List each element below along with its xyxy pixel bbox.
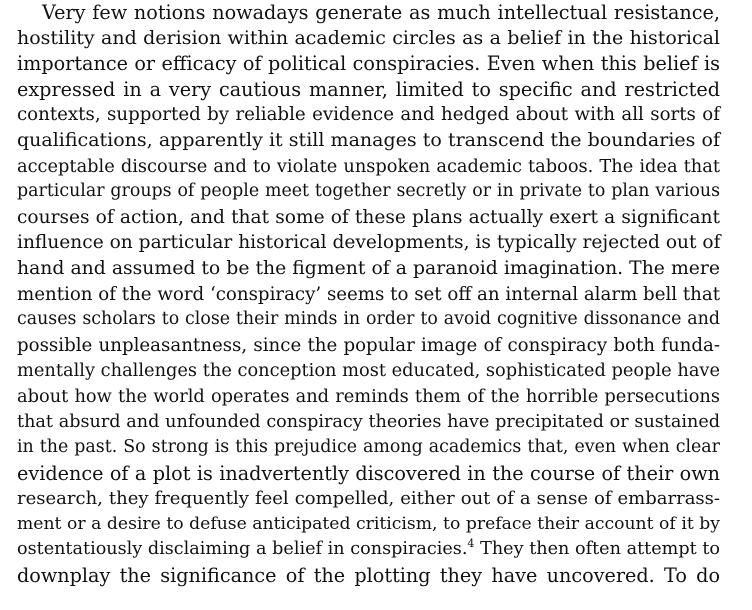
document-page <box>17 0 720 589</box>
text-line: importance or efficacy of political conspiracies. Even when this belief is <box>17 52 720 76</box>
text-line: mentally challenges the conception most educated, sophisticated people have <box>17 360 720 382</box>
text-line: influence on particular historical developments, is typically rejected out of <box>17 232 721 254</box>
text-segment: ostentatiously disclaiming a belief in conspiracies. <box>17 539 468 560</box>
text-line: courses of action, and that some of these plans actually exert a significant <box>17 206 720 228</box>
text-line: mention of the word ‘conspiracy’ seems to set off an internal alarm bell that <box>17 283 721 305</box>
text-segment: They then often attempt to <box>474 539 720 560</box>
text-line: expressed in a very cautious manner, limited to specific and restricted <box>17 77 720 101</box>
text-line: hostility and derision within academic circles as a belief in the historical <box>17 26 720 49</box>
text-line: contexts, supported by reliable evidence and hedged about with all sorts of <box>17 104 720 126</box>
text-line: particular groups of people meet together secretly or in private to plan various <box>17 181 720 202</box>
text-line: research, they frequently feel compelled, either out of a sense of embarrass- <box>17 488 720 510</box>
text-line: hand and assumed to be the figment of a paranoid imagination. The mere <box>17 257 720 279</box>
text-line: in the past. So strong is this prejudice among academics that, even when clear <box>17 437 720 458</box>
text-line: causes scholars to close their minds in order to avoid cognitive dissonance and <box>17 309 720 330</box>
text-line: evidence of a plot is inadvertently discovered in the course of their own <box>17 461 720 485</box>
text-line: about how the world operates and reminds them of the horrible persecutions <box>17 385 720 407</box>
text-line: that absurd and unfounded conspiracy theories have precipitated or sustained <box>17 411 720 432</box>
text-line: Very few notions nowadays generate as much intellectual resistance, <box>42 1 720 24</box>
text-line: ment or a desire to defuse anticipated criticism, to preface their account of it by <box>17 513 720 534</box>
footnote-marker[interactable]: 4 <box>467 537 475 551</box>
text-line: downplay the significance of the plotting they have uncovered. To do <box>17 564 720 588</box>
text-line-with-footnote <box>17 537 720 563</box>
text-line: acceptable discourse and to violate unspoken academic taboos. The idea that <box>17 155 720 177</box>
text-line: possible unpleasantness, since the popular image of conspiracy both funda- <box>17 334 720 356</box>
text-line: qualifications, apparently it still manages to transcend the boundaries of <box>17 128 720 151</box>
